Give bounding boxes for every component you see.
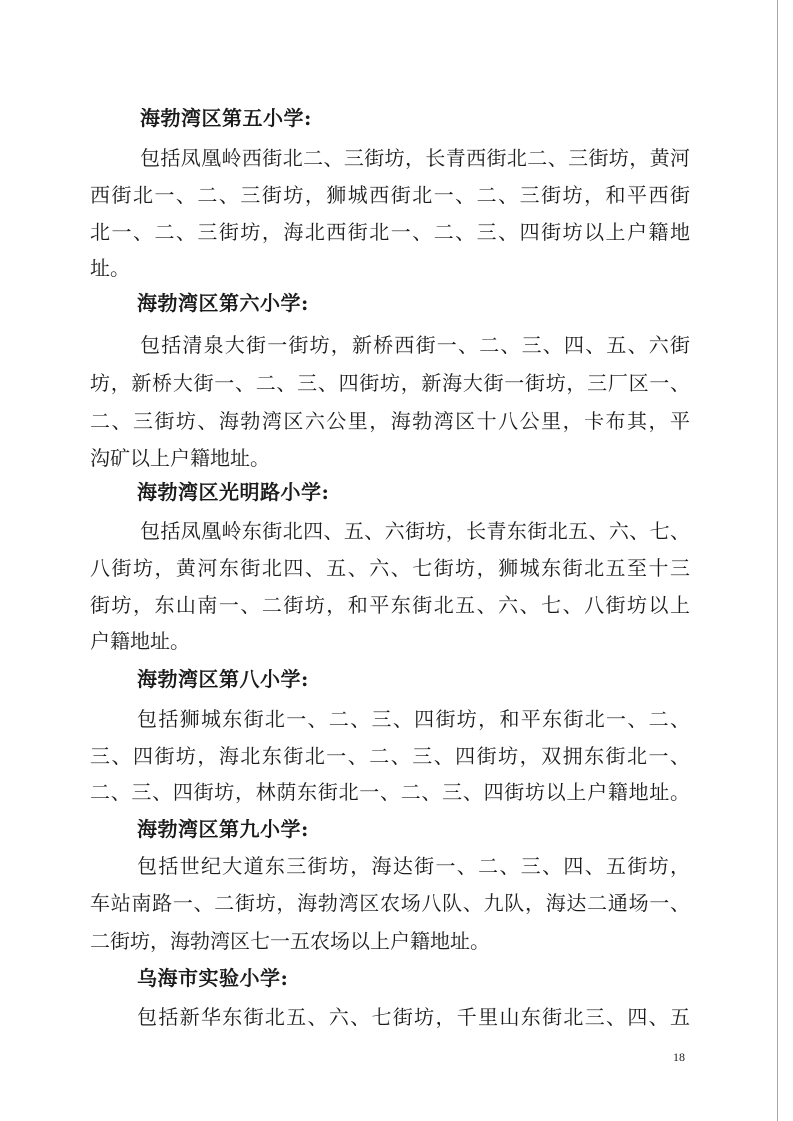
paragraph-line: 包括凤凰岭西街北二、三街坊，长青西街北二、三街坊，黄河 (140, 146, 690, 170)
paragraph-line: 车站南路一、二街坊，海勃湾区农场八队、九队，海达二通场一、 (90, 891, 690, 915)
section-heading: 海勃湾区光明路小学: (137, 480, 330, 504)
paragraph-line: 三、四街坊，海北东街北一、二、三、四街坊，双拥东街北一、 (90, 744, 690, 768)
section-heading: 海勃湾区第八小学: (137, 667, 309, 691)
paragraph-line: 街坊，东山南一、二街坊，和平东街北五、六、七、八街坊以上 (90, 593, 690, 617)
paragraph-line: 坊，新桥大街一、二、三、四街坊，新海大街一街坊，三厂区一、 (90, 371, 690, 395)
section-heading: 乌海市实验小学: (137, 966, 289, 990)
paragraph-line: 北一、二、三街坊，海北西街北一、二、三、四街坊以上户籍地 (90, 220, 690, 244)
paragraph-line: 八街坊，黄河东街北四、五、六、七街坊，狮城东街北五至十三 (90, 556, 690, 580)
section-heading: 海勃湾区第六小学: (137, 291, 309, 315)
scan-edge-line (777, 0, 778, 1121)
paragraph-line: 包括新华东街北五、六、七街坊，千里山东街北三、四、五 (137, 1005, 690, 1029)
paragraph-line: 包括狮城东街北一、二、三、四街坊，和平东街北一、二、 (137, 707, 690, 731)
paragraph-line: 户籍地址。 (90, 629, 190, 653)
section-heading: 海勃湾区第五小学: (140, 106, 312, 130)
paragraph-line: 二、三、四街坊，林荫东街北一、二、三、四街坊以上户籍地址。 (90, 780, 690, 804)
paragraph-line: 二、三街坊、海勃湾区六公里，海勃湾区十八公里，卡布其，平 (90, 409, 690, 433)
paragraph-line: 址。 (90, 256, 130, 280)
paragraph-line: 二街坊，海勃湾区七一五农场以上户籍地址。 (90, 929, 490, 953)
paragraph-line: 包括凤凰岭东街北四、五、六街坊，长青东街北五、六、七、 (140, 519, 690, 543)
page-number: 18 (673, 1050, 685, 1064)
paragraph-line: 包括世纪大道东三街坊，海达街一、二、三、四、五街坊， (137, 854, 690, 878)
paragraph-line: 沟矿以上户籍地址。 (90, 446, 270, 470)
paragraph-line: 西街北一、二、三街坊，狮城西街北一、二、三街坊，和平西街 (90, 183, 690, 207)
paragraph-line: 包括清泉大街一街坊，新桥西街一、二、三、四、五、六街 (140, 333, 690, 357)
section-heading: 海勃湾区第九小学: (137, 817, 309, 841)
